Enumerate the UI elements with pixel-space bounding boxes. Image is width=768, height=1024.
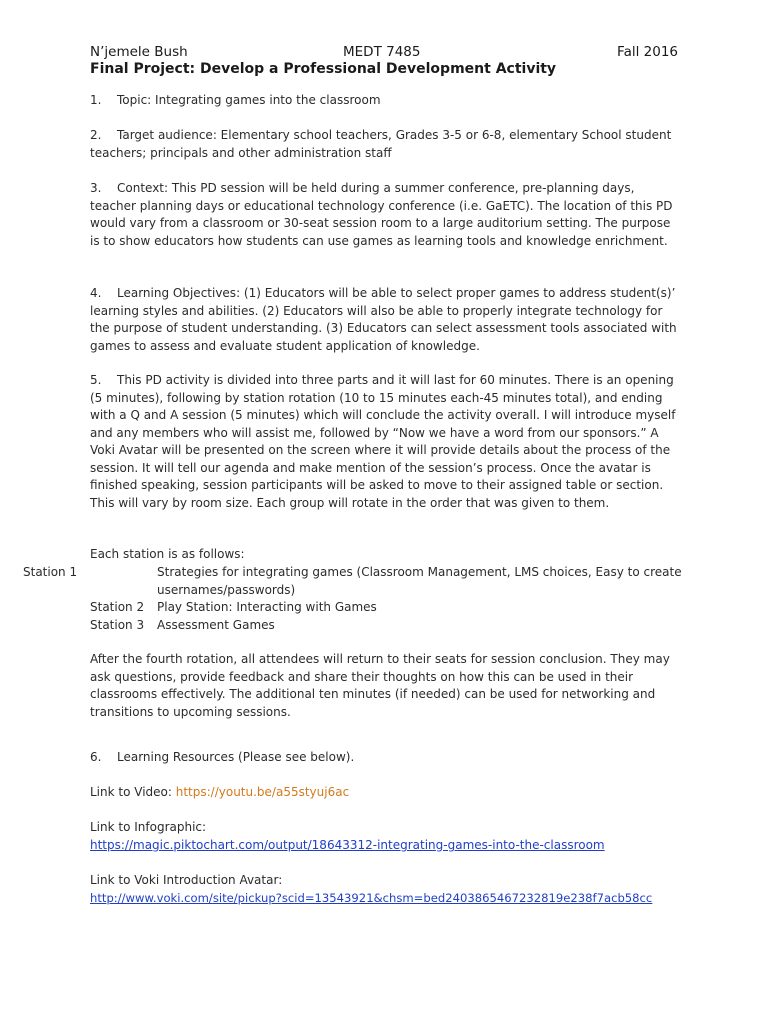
station-label: Station 2 (90, 600, 145, 614)
conclusion-paragraph: After the fourth rotation, all attendees will return to their seats for session conclusion. They may ask questions, provide feedback and share their thoughts on how this can be used in their classrooms effectively. The additional ten minutes (if needed) can be used for networking and transitions to upcoming sessions. (90, 652, 670, 719)
term: Fall 2016 (617, 44, 678, 60)
item-number: 4. (90, 286, 102, 300)
item-topic (90, 92, 682, 110)
station-label: Station 1 (23, 565, 78, 579)
item-number: 6. (90, 750, 102, 764)
station-3 (90, 617, 682, 635)
page-header (90, 44, 678, 62)
item-text: This PD activity is divided into three parts and it will last for 60 minutes. There is an opening (5 minutes), following by station rotation (10 to 15 minutes each-45 minutes total), and ending with a Q and A session (5 minutes) which will conclude the activity overall. I will introduce myself and any members who will assist me, followed by “Now we have a word from our sponsors.” A Voki Avatar will be presented on the screen where it will provide details about the process of the session. It will tell our agenda and make mention of the session’s process. Once the avatar is finished speaking, session participants will be asked to move to their assigned table or section. This will vary by room size. Each group will rotate in the order that was given to them. (90, 373, 676, 510)
station-1 (23, 564, 682, 599)
station-text: Assessment Games (157, 618, 275, 632)
infographic-link-label: Link to Infographic: (90, 820, 207, 834)
item-text: Context: This PD session will be held during a summer conference, pre-planning days, teacher planning days or educational technology conference (i.e. GaETC). The location of this PD would vary from a classroom or 30-seat session room to a large auditorium setting. The purpose is to show educators how students can use games as learning tools and knowledge enrichment. (90, 181, 673, 248)
station-label: Station 3 (90, 618, 145, 632)
item-learning-resources (90, 749, 682, 767)
item-target-audience (90, 127, 682, 162)
author-name: N’jemele Bush (90, 44, 188, 60)
infographic-link-line (90, 837, 682, 855)
station-text: Strategies for integrating games (Classroom Management, LMS choices, Easy to create usernames/passwords) (157, 565, 682, 597)
item-number: 3. (90, 181, 102, 195)
item-number: 2. (90, 128, 102, 142)
item-learning-objectives (90, 285, 682, 355)
video-link-label: Link to Video: (90, 785, 176, 799)
item-activity-description (90, 372, 682, 512)
item-number: 1. (90, 93, 102, 107)
video-link-line (90, 784, 682, 802)
voki-link-line (90, 890, 682, 908)
item-context (90, 180, 682, 250)
video-link[interactable]: https://youtu.be/a55styuj6ac (175, 785, 350, 799)
station-text: Play Station: Interacting with Games (157, 600, 377, 614)
voki-link[interactable]: http://www.voki.com/site/pickup?scid=13543921&chsm=bed2403865467232819e238f7acb58cc (90, 891, 653, 905)
voki-link-label: Link to Voki Introduction Avatar: (90, 873, 283, 887)
item-text: Topic: Integrating games into the classroom (117, 93, 381, 107)
document-title: Final Project: Develop a Professional Development Activity (90, 61, 557, 77)
item-text: Target audience: Elementary school teachers, Grades 3-5 or 6-8, elementary School student teachers; principals and other administration staff (90, 128, 672, 160)
infographic-link[interactable]: https://magic.piktochart.com/output/18643312-integrating-games-into-the-classroom (90, 838, 605, 852)
item-number: 5. (90, 373, 102, 387)
item-text: Learning Objectives: (1) Educators will be able to select proper games to address student(s)’ learning styles and abilities. (2) Educators will also be able to properly integrate technology for the purpose of student understanding. (3) Educators can select assessment tools associated with games to assess and evaluate student application of knowledge. (90, 286, 677, 353)
stations-intro: Each station is as follows: (90, 547, 245, 561)
item-text: Learning Resources (Please see below). (117, 750, 355, 764)
course-code: MEDT 7485 (343, 44, 421, 60)
station-2 (90, 599, 682, 617)
